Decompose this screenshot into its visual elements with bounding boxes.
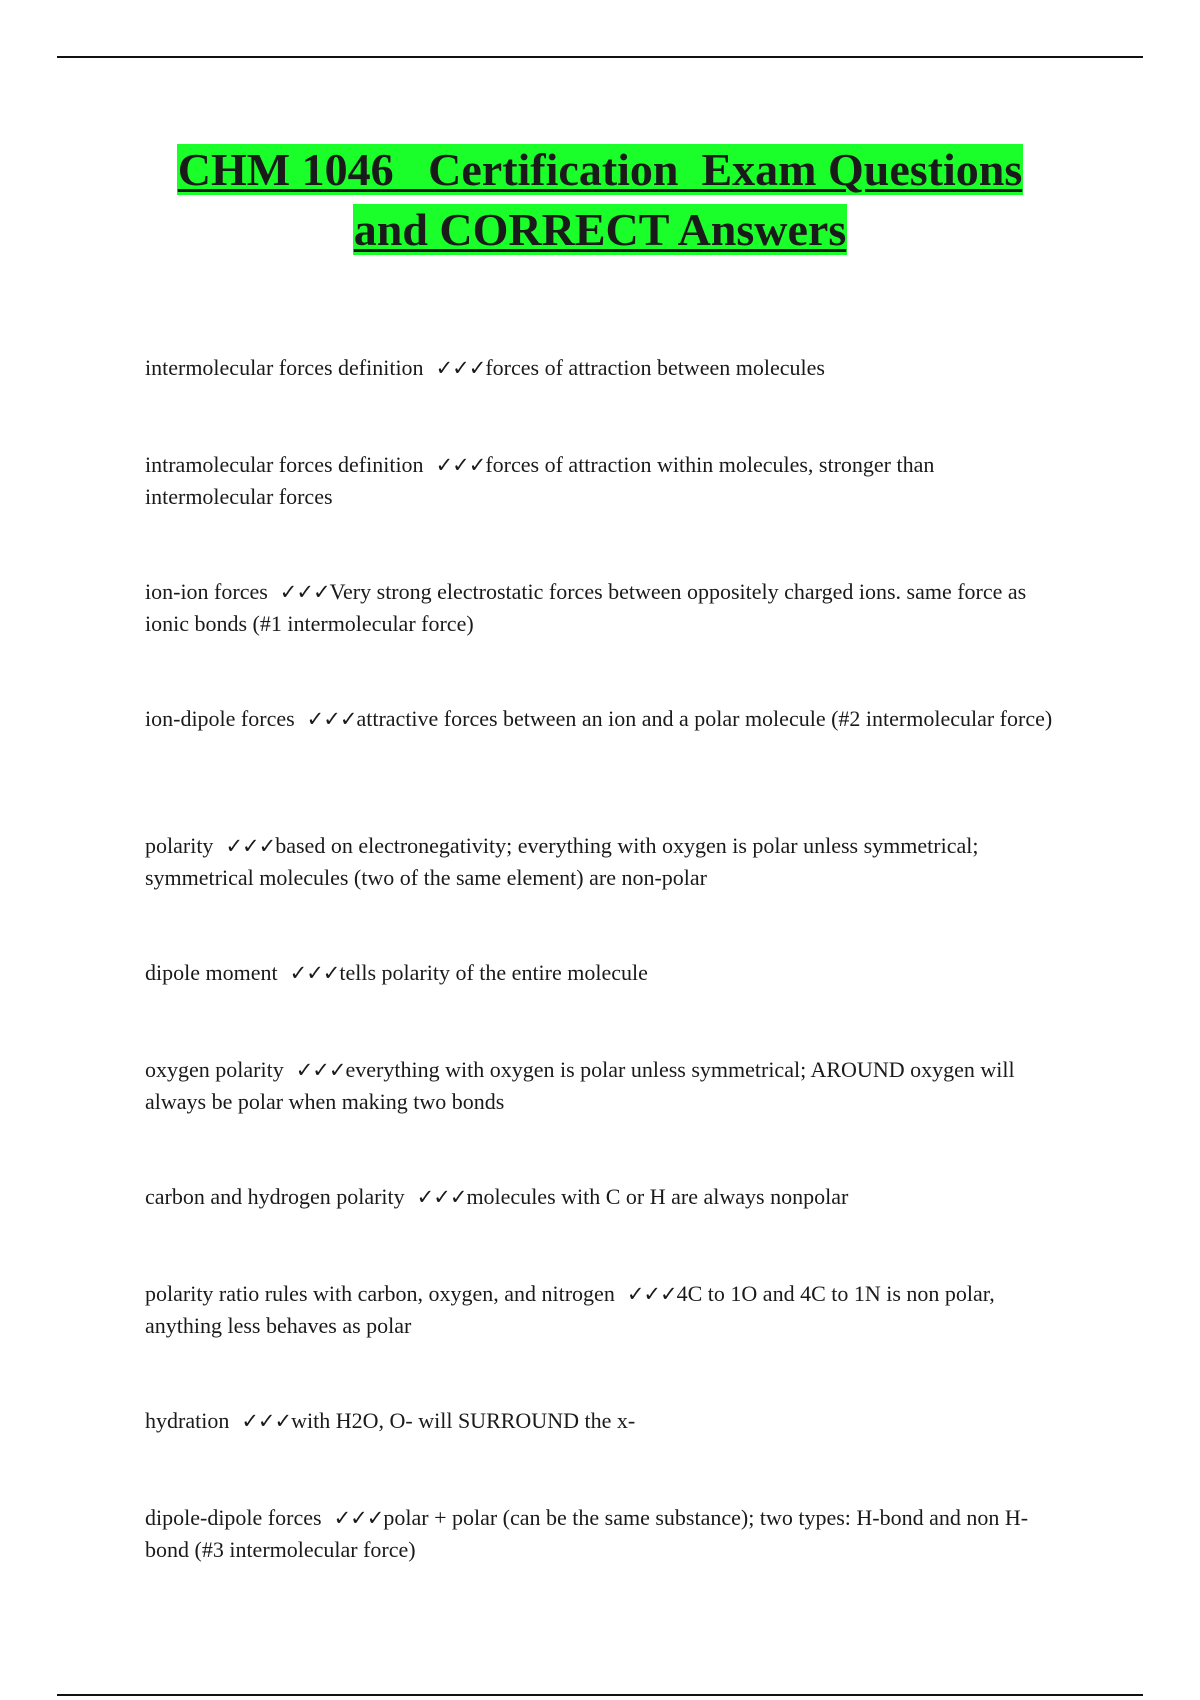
triple-check-icon: ✓✓✓ [241,1409,292,1433]
qa-item [145,957,1060,989]
triple-check-icon: ✓✓✓ [626,1282,677,1306]
qa-answer: polar + polar (can be the same substance); two types: H-bond and non H-bond (#3 intermolecular force) [145,1505,1029,1562]
qa-item [145,1054,1060,1117]
triple-check-icon: ✓✓✓ [416,1185,467,1209]
qa-answer: everything with oxygen is polar unless symmetrical; AROUND oxygen will always be polar when making two bonds [145,1057,1015,1114]
document-title [140,140,1060,260]
qa-question: hydration [145,1408,230,1433]
bottom-rule [57,1694,1143,1696]
qa-item [145,352,1060,384]
qa-question: ion-ion forces [145,579,268,604]
qa-answer: forces of attraction within molecules, stronger than intermolecular forces [145,452,935,509]
qa-question: dipole-dipole forces [145,1505,322,1530]
qa-item [145,1181,1060,1213]
triple-check-icon: ✓✓✓ [225,834,276,858]
title-line-1: CHM 1046 Certification Exam Questions [177,144,1023,195]
qa-item [145,703,1060,735]
title-line-2: and CORRECT Answers [353,204,847,255]
qa-item [145,1278,1060,1341]
qa-answer: Very strong electrostatic forces between oppositely charged ions. same force as ionic bonds (#1 intermolecular force) [145,579,1027,636]
triple-check-icon: ✓✓✓ [435,356,486,380]
qa-item [145,449,1060,512]
qa-question: ion-dipole forces [145,706,295,731]
qa-item [145,1502,1060,1565]
qa-question: dipole moment [145,960,278,985]
qa-answer: tells polarity of the entire molecule [339,960,648,985]
triple-check-icon: ✓✓✓ [435,453,486,477]
triple-check-icon: ✓✓✓ [295,1058,346,1082]
qa-question: oxygen polarity [145,1057,284,1082]
top-rule [57,56,1143,58]
qa-item [145,576,1060,639]
qa-answer: attractive forces between an ion and a polar molecule (#2 intermolecular force) [356,706,1053,731]
triple-check-icon: ✓✓✓ [289,961,340,985]
qa-item [145,830,1060,893]
qa-item [145,1405,1060,1437]
qa-question: intramolecular forces definition [145,452,424,477]
qa-answer: 4C to 1O and 4C to 1N is non polar, anything less behaves as polar [145,1281,995,1338]
qa-answer: with H2O, O- will SURROUND the x- [291,1408,636,1433]
qa-question: carbon and hydrogen polarity [145,1184,405,1209]
qa-question: polarity ratio rules with carbon, oxygen, and nitrogen [145,1281,615,1306]
qa-answer: based on electronegativity; everything with oxygen is polar unless symmetrical; symmetrical molecules (two of the same element) are non-polar [145,833,979,890]
qa-answer: forces of attraction between molecules [485,355,825,380]
triple-check-icon: ✓✓✓ [306,707,357,731]
qa-question: intermolecular forces definition [145,355,424,380]
qa-question: polarity [145,833,214,858]
qa-answer: molecules with C or H are always nonpolar [466,1184,849,1209]
triple-check-icon: ✓✓✓ [279,580,330,604]
triple-check-icon: ✓✓✓ [333,1506,384,1530]
